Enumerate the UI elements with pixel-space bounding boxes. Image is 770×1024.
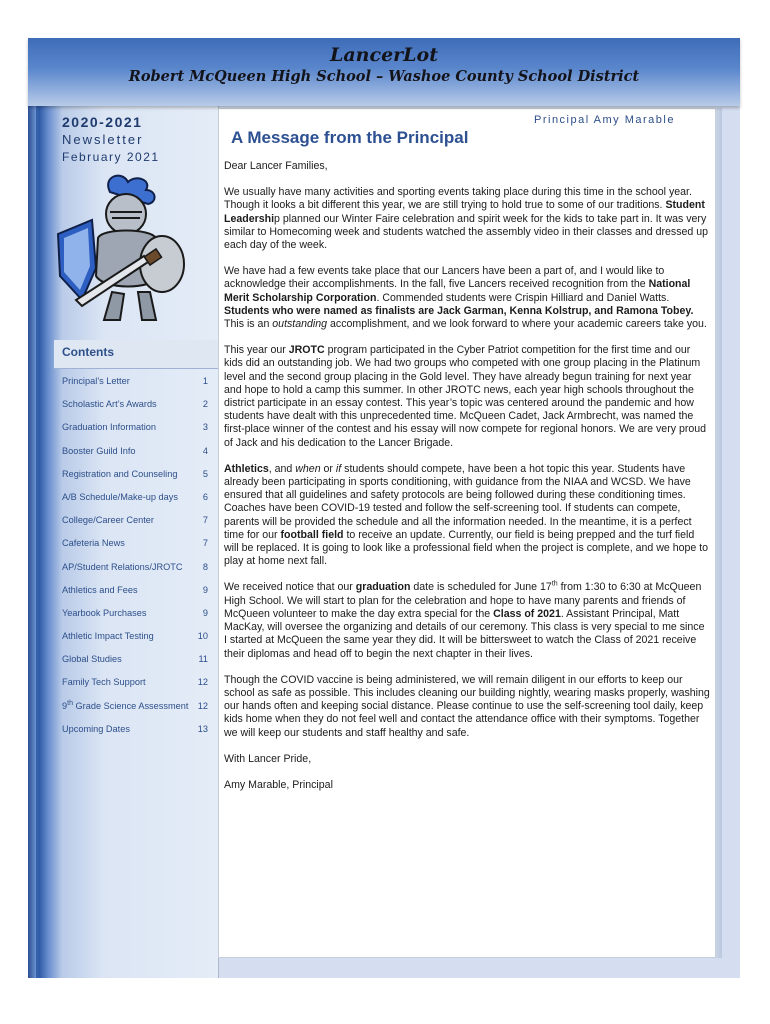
newsletter-header — [28, 38, 740, 106]
toc-item-label: Cafeteria News — [62, 538, 125, 549]
toc-item-page: 10 — [197, 631, 208, 642]
contents-header — [54, 340, 218, 369]
toc-item-page: 3 — [202, 422, 208, 433]
toc-item[interactable] — [62, 511, 214, 534]
toc-item-label: A/B Schedule/Make-up days — [62, 491, 178, 502]
paragraph-athletics: Athletics, and when or if students should compete, have been a hot topic this year. Students have already been participating in sports conditioning, with guidance from the NIAA and WCSD. We have ensured that all guidelines and safety protocols are being followed during these conditioning times. Coaches have been COVID-19 tested and follow the self-screening tool. If students can compete, parents will be provided the schedule and all the information needed. In the meantime, it is a perfect time for our football field to receive an update. Currently, our field is being prepped and the turf field will be replaced. It is going to look like a professional field when the project is complete, and we hope to play at home next fall. — [224, 462, 709, 568]
toc-item[interactable] — [62, 697, 214, 720]
toc-item[interactable] — [62, 604, 214, 627]
school-year: 2020-2021 — [62, 114, 143, 130]
toc-item-page: 12 — [197, 700, 208, 711]
newsletter-title: LancerLot — [330, 44, 438, 66]
toc-item-label: Family Tech Support — [62, 677, 146, 688]
toc-item[interactable] — [62, 395, 214, 418]
article-body — [224, 160, 710, 805]
toc-item[interactable] — [62, 534, 214, 557]
toc-item-page: 7 — [202, 538, 208, 549]
toc-item-label: Global Studies — [62, 654, 122, 665]
paragraph-jrotc: This year our JROTC program participated in the Cyber Patriot competition for the first time and our kids did an outstanding job. We had two groups who competed with one group placing in the Platinum level and the second group placing in the Gold level. They have already begun training for next year and hope to hold a camp this summer. In other JROTC news, each year high schools throughout the district participate in an essay contest. This year’s topic was centered around the pandemic and how students have dealt with this unprecedented time. McQueen Cadet, Jack Armbrecht, was named the first-place winner of the contest and his essay will now compete for regional honors. We are very proud of Jack and his dedication to the Lancer Brigade. — [224, 344, 707, 449]
toc-item-label: Booster Guild Info — [62, 445, 136, 456]
contents-title: Contents — [62, 345, 114, 359]
issue-month: February 2021 — [62, 150, 160, 164]
toc-item[interactable] — [62, 418, 214, 441]
toc-item[interactable] — [62, 558, 214, 581]
article-title: A Message from the Principal — [231, 128, 469, 147]
toc-item-label: Graduation Information — [62, 422, 156, 433]
toc-item-label: 9th Grade Science Assessment — [62, 699, 189, 711]
toc-item-label: Upcoming Dates — [62, 723, 130, 734]
signature: Amy Marable, Principal — [224, 778, 333, 791]
toc-item-label: Scholastic Art’s Awards — [62, 399, 157, 410]
toc-item[interactable] — [62, 627, 214, 650]
toc-item-page: 2 — [202, 399, 208, 410]
toc-item-label: Athletic Impact Testing — [62, 631, 154, 642]
toc-item-page: 8 — [202, 561, 208, 572]
school-name: Robert McQueen High School – Washoe County School District — [128, 68, 640, 85]
toc-item[interactable] — [62, 650, 214, 673]
toc-item[interactable] — [62, 372, 214, 395]
toc-item[interactable] — [62, 720, 214, 743]
toc-item-page: 6 — [202, 491, 208, 502]
toc-item[interactable] — [62, 465, 214, 488]
toc-item[interactable] — [62, 673, 214, 696]
paragraph-covid: Though the COVID vaccine is being administered, we will remain diligent in our efforts to keep our school as safe as possible. This includes cleaning our building nightly, wearing masks properly, washing our hands often and keeping social distance. Please continue to use the self-screening tool daily, keep kids home when they do not feel well and contact the attendance office with their symptoms. Together we will keep our students and staff healthy and safe. — [224, 673, 710, 739]
toc-item-page: 5 — [202, 468, 208, 479]
toc-item[interactable] — [62, 581, 214, 604]
toc-item-page: 9 — [202, 584, 208, 595]
greeting: Dear Lancer Families, — [224, 160, 328, 172]
toc-item-label: Registration and Counseling — [62, 468, 178, 479]
principal-name: Principal Amy Marable — [534, 114, 675, 126]
toc-item-page: 13 — [197, 723, 208, 734]
toc-item[interactable] — [62, 488, 214, 511]
paragraph-merit: We have had a few events take place that our Lancers have been a part of, and I would like to acknowledge their accomplishments. In the fall, five Lancers received recognition from the National Merit Scholarship Corporation. Commended students were Crispin Hilliard and Daniel Watts. Students who were named as finalists are Jack Garman, Kenna Kolstrup, and Ramona Tobey. This is an outstanding accomplishment, and we look forward to where your academic careers take you. — [224, 265, 707, 331]
paragraph-traditions: We usually have many activities and sporting events taking place during this time in the school year. Though it looks a bit different this year, we are still trying to hold true to some of our traditions. Student Leadership planned our Winter Faire celebration and spirit week for the kids to take part in. It was very similar to Homecoming week and students watched the assembly video in their classes and dressed up each day of the week. — [224, 186, 709, 252]
toc-item-page: 9 — [202, 607, 208, 618]
toc-item-page: 7 — [202, 515, 208, 526]
toc-item-label: Principal’s Letter — [62, 376, 130, 386]
sidebar-edge — [28, 38, 36, 978]
paragraph-graduation: We received notice that our graduation date is scheduled for June 17th from 1:30 to 6:30 at McQueen High School. We will start to plan for the celebration and hope to have many parents and friends of McQueen volunteer to make the day extra special for the Class of 2021. Assistant Principal, Matt MacKay, will oversee the organizing and details of our ceremony. This class is very special to me since I started at McQueen the same year they did. It will be bittersweet to watch the Class of 2021 receive their diplomas and head off to begin the next chapter in their lives. — [224, 580, 705, 660]
toc-item-label: College/Career Center — [62, 515, 154, 526]
knight-mascot-icon — [52, 172, 202, 322]
toc-item-page: 4 — [202, 445, 208, 456]
newsletter-label: Newsletter — [62, 132, 144, 147]
toc-item-label: AP/Student Relations/JROTC — [62, 561, 183, 572]
table-of-contents — [62, 372, 214, 743]
toc-item-page: 11 — [198, 654, 208, 665]
toc-item-page: 12 — [197, 677, 208, 688]
toc-item-label: Athletics and Fees — [62, 584, 138, 595]
toc-item[interactable] — [62, 442, 214, 465]
closing: With Lancer Pride, — [224, 752, 312, 765]
toc-item-label: Yearbook Purchases — [62, 607, 147, 618]
toc-item-page: 1 — [202, 376, 208, 386]
